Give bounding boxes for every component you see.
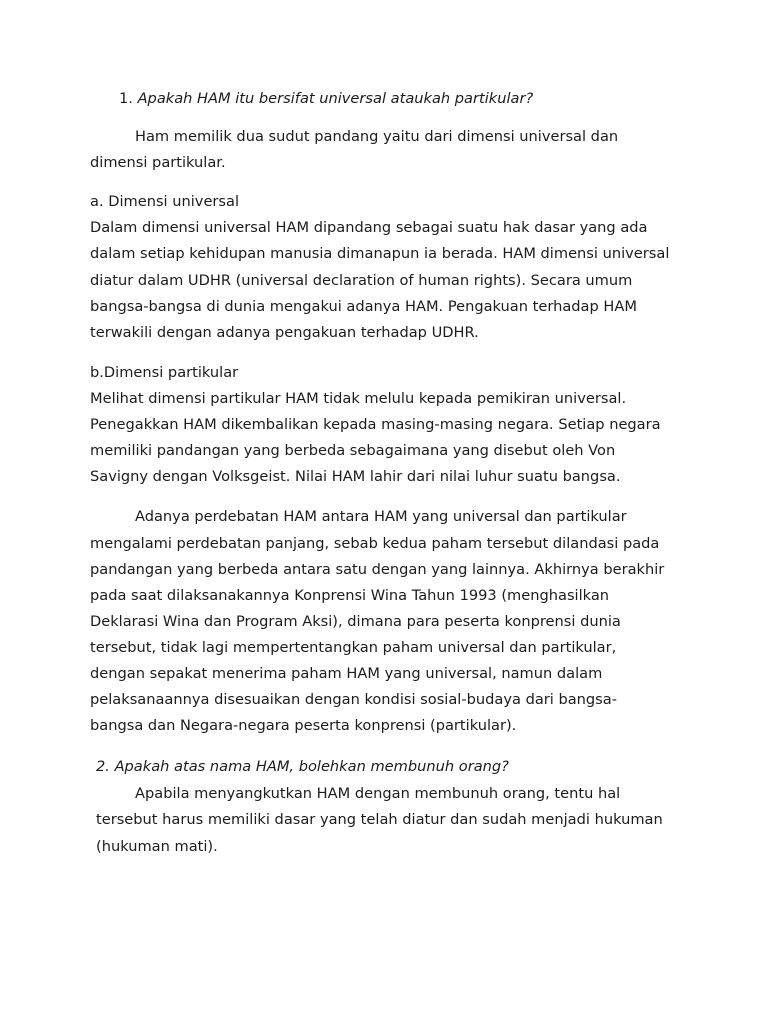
section-a-heading: a. Dimensi universal (90, 193, 240, 210)
question-1 (119, 89, 533, 109)
debate-line-9: bangsa dan Negara-negara peserta konprensi (partikular). (90, 717, 517, 734)
debate-line-1: Adanya perdebatan HAM antara HAM yang universal dan partikular (135, 508, 627, 525)
answer-2-line-3: (hukuman mati). (96, 838, 218, 855)
question-1-number: 1. (119, 90, 133, 107)
section-a-line-2: dalam setiap kehidupan manusia dimanapun ia berada. HAM dimensi universal (90, 245, 670, 262)
debate-line-5: Deklarasi Wina dan Program Aksi), dimana para peserta konprensi dunia (90, 613, 621, 630)
question-1-text: Apakah HAM itu bersifat universal ataukah partikular? (137, 90, 534, 107)
debate-line-6: tersebut, tidak lagi mempertentangkan paham universal dan partikular, (90, 639, 617, 656)
section-a-line-4: bangsa-bangsa di dunia mengakui adanya HAM. Pengakuan terhadap HAM (90, 298, 637, 315)
question-2: 2. Apakah atas nama HAM, bolehkan membunuh orang? (96, 758, 509, 775)
section-b-line-3: memiliki pandangan yang berbeda sebagaimana yang disebut oleh Von (90, 442, 616, 459)
section-b-heading: b.Dimensi partikular (90, 364, 239, 381)
answer-2-line-2: tersebut harus memiliki dasar yang telah diatur dan sudah menjadi hukuman (96, 811, 663, 828)
debate-line-2: mengalami perdebatan panjang, sebab kedua paham tersebut dilandasi pada (90, 535, 660, 552)
section-a-line-5: terwakili dengan adanya pengakuan terhadap UDHR. (90, 324, 479, 341)
answer-2-line-1: Apabila menyangkutkan HAM dengan membunuh orang, tentu hal (135, 785, 621, 802)
intro-line-1: Ham memilik dua sudut pandang yaitu dari dimensi universal dan (135, 128, 619, 145)
section-a-line-3: diatur dalam UDHR (universal declaration of human rights). Secara umum (90, 272, 633, 289)
section-b-line-1: Melihat dimensi partikular HAM tidak melulu kepada pemikiran universal. (90, 390, 627, 407)
section-b-line-4: Savigny dengan Volksgeist. Nilai HAM lahir dari nilai luhur suatu bangsa. (90, 468, 621, 485)
debate-line-8: pelaksanaannya disesuaikan dengan kondisi sosial-budaya dari bangsa- (90, 691, 617, 708)
debate-line-7: dengan sepakat menerima paham HAM yang universal, namun dalam (90, 665, 603, 682)
intro-line-2: dimensi partikular. (90, 154, 226, 171)
debate-line-4: pada saat dilaksanakannya Konprensi Wina Tahun 1993 (menghasilkan (90, 587, 610, 604)
section-a-line-1: Dalam dimensi universal HAM dipandang sebagai suatu hak dasar yang ada (90, 219, 648, 236)
debate-line-3: pandangan yang berbeda antara satu dengan yang lainnya. Akhirnya berakhir (90, 561, 665, 578)
section-b-line-2: Penegakkan HAM dikembalikan kepada masing-masing negara. Setiap negara (90, 416, 661, 433)
